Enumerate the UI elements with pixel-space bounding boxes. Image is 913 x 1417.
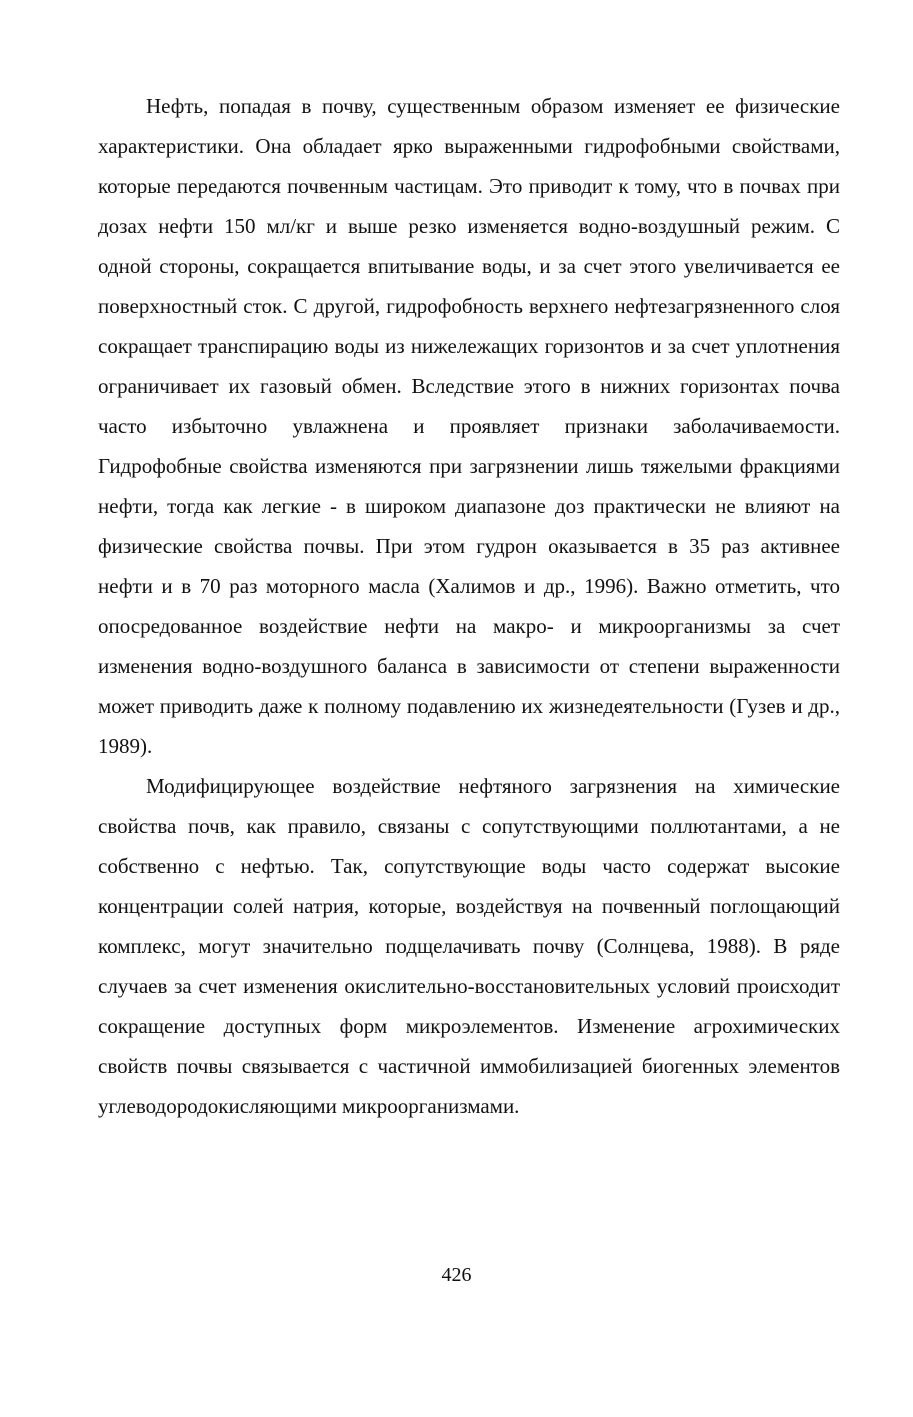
body-text [98,86,840,1126]
paragraph-1: Нефть, попадая в почву, существенным образом изменяет ее физические характеристики. Она обладает ярко выраженными гидрофобными свойствами, которые передаются почвенным частицам. Это приводит к тому, что в почвах при дозах нефти 150 мл/кг и выше резко изменяется водно-воздушный режим. С одной стороны, сокращается впитывание воды, и за счет этого увеличивается ее поверхностный сток. С другой, гидрофобность верхнего нефтезагрязненного слоя сокращает транспирацию воды из нижележащих горизонтов и за счет уплотнения ограничивает их газовый обмен. Вследствие этого в нижних горизонтах почва часто избыточно увлажнена и проявляет признаки заболачиваемости. Гидрофобные свойства изменяются при загрязнении лишь тяжелыми фракциями нефти, тогда как легкие - в широком диапазоне доз практически не влияют на физические свойства почвы. При этом гудрон оказывается в 35 раз активнее нефти и в 70 раз моторного масла (Халимов и др., 1996). Важно отметить, что опосредованное воздействие нефти на макро- и микроорганизмы за счет изменения водно-воздушного баланса в зависимости от степени выраженности может приводить даже к полному подавлению их жизнедеятельности (Гузев и др., 1989). [98,94,840,758]
page-number: 426 [441,1264,472,1286]
paragraph-2: Модифицирующее воздействие нефтяного загрязнения на химические свойства почв, как правило, связаны с сопутствующими поллютантами, а не собственно с нефтью. Так, сопутствующие воды часто содержат высокие концентрации солей натрия, которые, воздействуя на почвенный поглощающий комплекс, могут значительно подщелачивать почву (Солнцева, 1988). В ряде случаев за счет изменения окислительно-восстановительных условий происходит сокращение доступных форм микроэлементов. Изменение агрохимических свойств почвы связывается с частичной иммобилизацией биогенных элементов углеводородокисляющими микроорганизмами. [98,774,840,1118]
